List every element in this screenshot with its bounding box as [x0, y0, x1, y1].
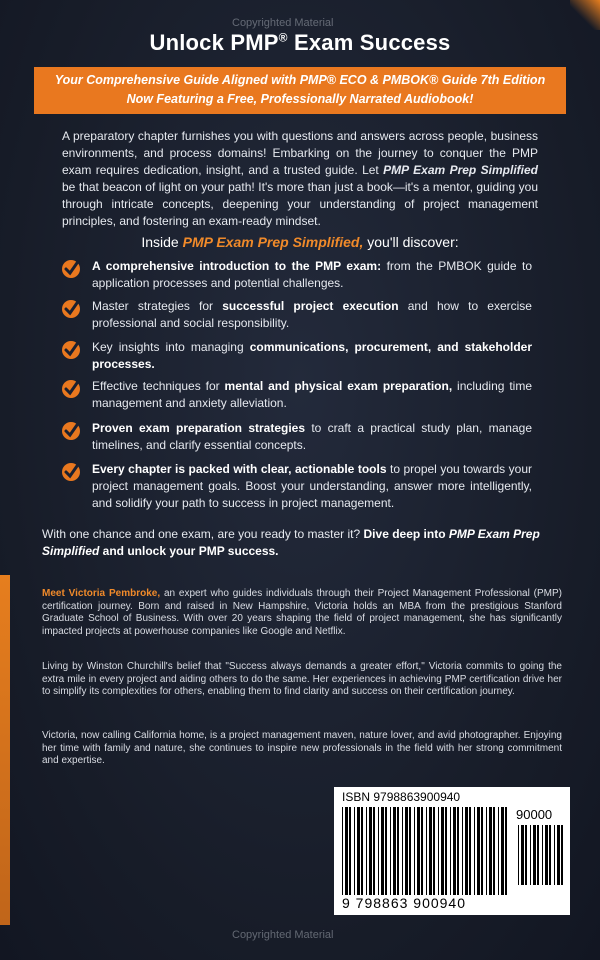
feature-text: Proven exam preparation strategies to craft a practical study plan, manage timelines, and clarify essential concepts. [92, 421, 532, 452]
banner-line-2: Now Featuring a Free, Professionally Narrated Audiobook! [126, 92, 474, 106]
discover-heading: Inside PMP Exam Prep Simplified, you'll discover: [141, 234, 459, 250]
barcode-bars [340, 807, 512, 895]
checkmark-icon [62, 260, 80, 278]
checkmark-icon [62, 380, 80, 398]
isbn-digits: 9 798863 900940 [342, 895, 466, 911]
intro-paragraph: A preparatory chapter furnishes you with questions and answers across people, business environments, and process domains! Embarking on the journey to conquer the PMP exam requires dedication, insight, and a trusted guide. Let PMP Exam Prep Simplified be that beacon of light on your path! It's more than just a book—it's a mentor, guiding you through intricate concepts, deepening your understanding of project management principles, and fostering an exam-ready mindset. [62, 129, 538, 228]
feature-text: Every chapter is packed with clear, actionable tools to propel you towards your project management goals. Boost your understanding, answer more intelligently, and solidify your path to success in project management. [92, 462, 532, 510]
feature-text: A comprehensive introduction to the PMP exam: from the PMBOK guide to application processes and potential challenges. [92, 259, 532, 290]
orange-accent-stripe [0, 575, 10, 925]
checkmark-icon [62, 341, 80, 359]
price-barcode-bars [516, 825, 564, 885]
isbn-barcode [334, 787, 570, 915]
author-bio-paragraph: Meet Victoria Pembroke, an expert who guides individuals through their Project Management Professional (PMP) certification journey. Born and raised in New Hampshire, Victoria holds an MBA from the prestigious Stanford Graduate School of Business. With over 20 years shaping the field of project management, she has significantly impacted projects at powerhouse companies like Google and Netflix. [42, 588, 562, 637]
checkmark-icon [62, 300, 80, 318]
feature-text: Key insights into managing communications, procurement, and stakeholder processes. [92, 340, 532, 371]
price-code: 90000 [516, 807, 553, 822]
isbn-label: ISBN 9798863900940 [342, 790, 461, 804]
checkmark-icon [62, 422, 80, 440]
feature-text: Effective techniques for mental and physical exam preparation, including time management and anxiety alleviation. [92, 379, 532, 410]
closing-paragraph: With one chance and one exam, are you ready to master it? Dive deep into PMP Exam Prep Simplified and unlock your PMP success. [42, 527, 540, 558]
watermark-bottom: Copyrighted Material [232, 929, 334, 941]
page-title: Unlock PMP® Exam Success [149, 30, 451, 55]
orange-corner-accent [570, 0, 600, 30]
author-bio-paragraph: Victoria, now calling California home, is a project management maven, nature lover, and avid photographer. Enjoying her time with family and nature, she continues to inspire new professionals in the field with her strong commitment and expertise. [42, 730, 562, 766]
author-bio-paragraph: Living by Winston Churchill's belief that "Success always demands a greater effort," Victoria commits to going the extra mile in every project and aiding others to do the same. Her experiences in achieving PMP certification drive her to simplify its complexities for others, enabling them to find clarity and success on their certification journey. [42, 661, 562, 697]
feature-text: Master strategies for successful project execution and how to exercise professional and social responsibility. [92, 299, 532, 330]
edition-banner [34, 67, 566, 114]
banner-line-1: Your Comprehensive Guide Aligned with PMP® ECO & PMBOK® Guide 7th Edition [54, 73, 546, 87]
checkmark-icon [62, 463, 80, 481]
watermark-top: Copyrighted Material [232, 17, 334, 29]
